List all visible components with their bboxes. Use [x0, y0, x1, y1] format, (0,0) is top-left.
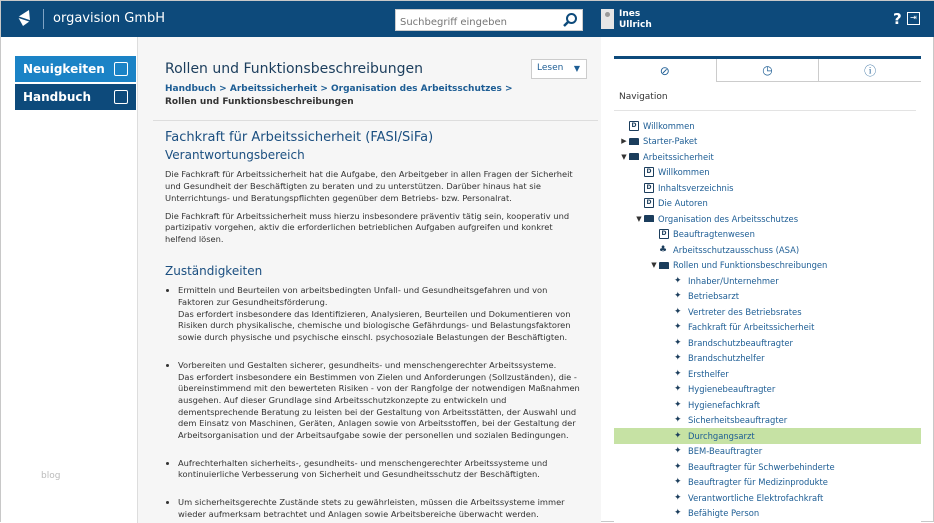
- tree-item[interactable]: [614, 134, 921, 150]
- tree-item-label: Brandschutzbeauftragter: [688, 337, 793, 348]
- breadcrumb-current: Rollen und Funktionsbeschreibungen: [165, 97, 354, 107]
- mode-label: Lesen: [537, 63, 564, 73]
- tree-item[interactable]: [614, 351, 921, 367]
- tree-item[interactable]: [614, 428, 921, 444]
- caret-down-icon[interactable]: ▼: [621, 152, 627, 161]
- news-icon: [114, 62, 128, 76]
- tree-item-label: Sicherheitsbeauftragter: [688, 415, 788, 426]
- breadcrumb-handbuch[interactable]: Handbuch: [165, 84, 217, 94]
- list-item-text: Das erfordert insbesondere das Identifizieren, Analysieren, Beurteilen und Dokumentieren von Risiken durch physikalische, chemische und biologische Gefährdungs- und Belastungsfaktoren sowie durch physische und psychische einschl. psychosoziale Belastungen der Beschäftigten.: [178, 308, 571, 343]
- responsibility-list: [178, 285, 580, 520]
- sidebar-item-neuigkeiten[interactable]: [15, 56, 136, 82]
- breadcrumb-arbeitssicherheit[interactable]: Arbeitssicherheit: [229, 84, 318, 94]
- search-input[interactable]: [396, 13, 556, 33]
- tree-item[interactable]: [614, 289, 921, 305]
- org-chart-icon: ♣: [659, 244, 668, 255]
- folder-icon: [659, 262, 669, 269]
- navigation-panel: [614, 56, 921, 523]
- help-button[interactable]: ?: [893, 10, 902, 28]
- list-item: [178, 497, 580, 520]
- tree-item[interactable]: [614, 180, 921, 196]
- tree-item[interactable]: [614, 444, 921, 460]
- list-item: [178, 285, 580, 344]
- list-item-title: Vorbereiten und Gestalten sicherer, gesundheits- und menschengerechter Arbeitssysteme.: [178, 359, 557, 370]
- tab-navigation[interactable]: [614, 56, 716, 82]
- folder-icon: [644, 215, 654, 222]
- tree-item[interactable]: [614, 304, 921, 320]
- document-icon: D: [629, 121, 639, 131]
- tree-item-label: Durchgangsarzt: [688, 430, 755, 441]
- tree-item-label: Inhaber/Unternehmer: [688, 275, 779, 286]
- breadcrumb: Handbuch > Arbeitssicherheit > Organisation des Arbeitsschutzes > Rollen und Funktionsbeschreibungen: [165, 84, 513, 107]
- edit-icon: [114, 90, 128, 104]
- tree-item[interactable]: [614, 506, 921, 522]
- tree-item-label: Starter-Paket: [643, 136, 698, 147]
- folder-icon: [629, 138, 639, 145]
- caret-down-icon[interactable]: ▼: [651, 261, 657, 270]
- divider: [153, 120, 598, 121]
- tree-item-label: Verantwortliche Elektrofachkraft: [688, 492, 824, 503]
- logout-icon[interactable]: ⇥: [907, 12, 920, 25]
- list-item-title: Ermitteln und Beurteilen von arbeitsbedingten Unfall- und Gesundheitsgefahren und von Faktoren zur Gesundheitsförderung.: [178, 285, 548, 308]
- panel-tabs: [614, 56, 921, 82]
- role-icon: ✦: [674, 322, 682, 333]
- tree-item[interactable]: [614, 227, 921, 243]
- tree-item[interactable]: [614, 459, 921, 475]
- article-heading: Fachkraft für Arbeitssicherheit (FASI/SiFa): [165, 130, 434, 145]
- tree-item-label: Hygienebeauftragter: [688, 384, 776, 395]
- tree-item[interactable]: [614, 475, 921, 491]
- brand-name: orgavision GmbH: [53, 11, 166, 26]
- tree-item-label: Beauftragter für Medizinprodukte: [688, 477, 828, 488]
- avatar: [601, 9, 614, 29]
- main-content: [138, 37, 601, 523]
- list-item-text: Das erfordert insbesondere ein Bestimmen von Zielen und Anforderungen (Sollzuständen), die - übereinstimmend mit den bewerteten Risiken - von der Rangfolge der notwendigen Maßnahmen ausgehen. Auf dieser Grundlage sind Arbeitsschutzkonzepte zu entwickeln und dementsprechende Beratung zu leisten bei der Gestaltung von Arbeitsstätten, der Auswahl und dem Einsatz von Maschinen, Geräten, Anlagen sowie von Arbeitsstoffen, bei der Gestaltung der Arbeitsorganisation und der Arbeitsaufgabe sowie der personellen und sozialen Bedingungen.: [178, 371, 580, 441]
- tree-item-label: Willkommen: [658, 167, 710, 178]
- article: [165, 132, 580, 523]
- caret-right-icon[interactable]: ▶: [621, 137, 627, 146]
- chevron-down-icon: ▼: [573, 64, 580, 73]
- tree-item-label: Arbeitsschutzausschuss (ASA): [673, 244, 800, 255]
- role-icon: ✦: [674, 492, 682, 503]
- navigation-tree: [614, 118, 921, 521]
- page-title: Rollen und Funktionsbeschreibungen: [165, 61, 424, 77]
- tree-item[interactable]: [614, 320, 921, 336]
- user-first-name: Ines: [619, 9, 641, 19]
- tree-item[interactable]: [614, 258, 921, 274]
- tree-item[interactable]: [614, 211, 921, 227]
- list-item: [178, 458, 580, 481]
- role-icon: ✦: [674, 368, 682, 379]
- tree-item[interactable]: [614, 366, 921, 382]
- tree-item-label: Die Autoren: [658, 198, 708, 209]
- compass-icon: ⊘: [659, 63, 670, 78]
- sidebar-item-label: Neuigkeiten: [23, 62, 105, 76]
- user-menu[interactable]: [601, 9, 652, 31]
- list-item: [178, 360, 580, 442]
- tree-item-label: Fachkraft für Arbeitssicherheit: [688, 322, 815, 333]
- tree-item[interactable]: [614, 118, 921, 134]
- tree-item-label: Rollen und Funktionsbeschreibungen: [673, 260, 828, 271]
- role-icon: ✦: [674, 415, 682, 426]
- info-icon: ⓘ: [864, 63, 877, 78]
- search-icon[interactable]: [562, 12, 578, 28]
- sidebar-item-label: Handbuch: [23, 90, 92, 104]
- tree-item[interactable]: [614, 242, 921, 258]
- section-heading: Verantwortungsbereich: [165, 147, 305, 162]
- role-icon: ✦: [674, 508, 682, 519]
- document-icon: D: [644, 183, 654, 193]
- document-icon: D: [644, 198, 654, 208]
- tree-item-label: Arbeitssicherheit: [643, 151, 714, 162]
- tree-item[interactable]: [614, 165, 921, 181]
- tree-item-label: Organisation des Arbeitsschutzes: [658, 213, 799, 224]
- document-icon: D: [644, 167, 654, 177]
- document-icon: D: [659, 229, 669, 239]
- tree-item-label: BEM-Beauftragter: [688, 446, 763, 457]
- tree-item-label: Inhaltsverzeichnis: [658, 182, 734, 193]
- list-item-title: Aufrechterhalten sicherheits-, gesundheits- und menschengerechter Arbeitssysteme und kontinuierliche Verbesserung von Sicherheit und Gesundheitsschutz der Beschäftigten.: [178, 457, 548, 480]
- tree-item-label: Beauftragtenwesen: [673, 229, 755, 240]
- tree-item-label: Brandschutzhelfer: [688, 353, 765, 364]
- role-icon: ✦: [674, 353, 682, 364]
- paragraph: Die Fachkraft für Arbeitssicherheit hat die Aufgabe, den Arbeitgeber in allen Fragen der Sicherheit und Gesundheit der Beschäftigten zu beraten und zu unterstützen. Darüber hinaus hat sie Unterrichtungs- und Beratungspflichten gegenüber dem Betriebs- bzw. Personalrat.: [165, 169, 573, 203]
- paragraph: Die Fachkraft für Arbeitssicherheit muss hierzu insbesondere präventiv tätig sein, kooperativ und partizipativ vorgehen, aktiv die erforderlichen betrieblichen Aufgaben aufgreifen und konkret helfend lösen.: [165, 210, 570, 244]
- sidebar-item-handbuch[interactable]: [15, 84, 136, 110]
- clock-icon: ◷: [762, 63, 773, 77]
- tree-item[interactable]: [614, 196, 921, 212]
- role-icon: ✦: [674, 399, 682, 410]
- section-heading: Zuständigkeiten: [165, 263, 263, 278]
- tree-item-label: Befähigte Person: [688, 508, 760, 519]
- orgavision-logo-icon[interactable]: [15, 9, 33, 27]
- tree-item-label: Beauftragter für Schwerbehinderte: [688, 461, 835, 472]
- role-icon: ✦: [674, 446, 682, 457]
- role-icon: ✦: [674, 337, 682, 348]
- role-icon: ✦: [674, 275, 682, 286]
- breadcrumb-organisation[interactable]: Organisation des Arbeitsschutzes: [331, 84, 502, 94]
- role-icon: ✦: [674, 306, 682, 317]
- tab-info[interactable]: [818, 59, 921, 82]
- tree-item[interactable]: [614, 490, 921, 506]
- user-last-name: Ullrich: [619, 20, 652, 30]
- tree-item[interactable]: [614, 335, 921, 351]
- blog-link[interactable]: blog: [41, 471, 61, 481]
- tree-item-label: Betriebsarzt: [688, 291, 740, 302]
- top-bar: [1, 1, 934, 37]
- tree-item[interactable]: [614, 413, 921, 429]
- folder-icon: [629, 153, 639, 160]
- search-box: [395, 9, 583, 31]
- mode-select[interactable]: [531, 59, 587, 79]
- caret-down-icon[interactable]: ▼: [636, 214, 642, 223]
- role-icon: ✦: [674, 291, 682, 302]
- tab-history[interactable]: [716, 59, 819, 82]
- role-icon: ✦: [674, 461, 682, 472]
- list-item-title: Um sicherheitsgerechte Zustände stets zu gewährleisten, müssen die Arbeitssysteme immer wieder aufmerksam betrachtet und Anlagen sowie Arbeitsbereiche überwacht werden.: [178, 497, 565, 519]
- tree-item-label: Hygienefachkraft: [688, 399, 761, 410]
- tree-item[interactable]: [614, 397, 921, 413]
- tree-item-label: Vertreter des Betriebsrates: [688, 306, 802, 317]
- navigation-title: Navigation: [614, 82, 916, 111]
- role-icon: ✦: [674, 430, 682, 441]
- role-icon: ✦: [674, 477, 682, 488]
- tree-item-label: Ersthelfer: [688, 368, 729, 379]
- left-sidebar: [1, 37, 138, 523]
- tree-item-label: Willkommen: [643, 120, 695, 131]
- role-icon: ✦: [674, 384, 682, 395]
- header-divider: [43, 9, 44, 29]
- tree-item[interactable]: [614, 273, 921, 289]
- tree-item[interactable]: [614, 149, 921, 165]
- tree-item[interactable]: [614, 382, 921, 398]
